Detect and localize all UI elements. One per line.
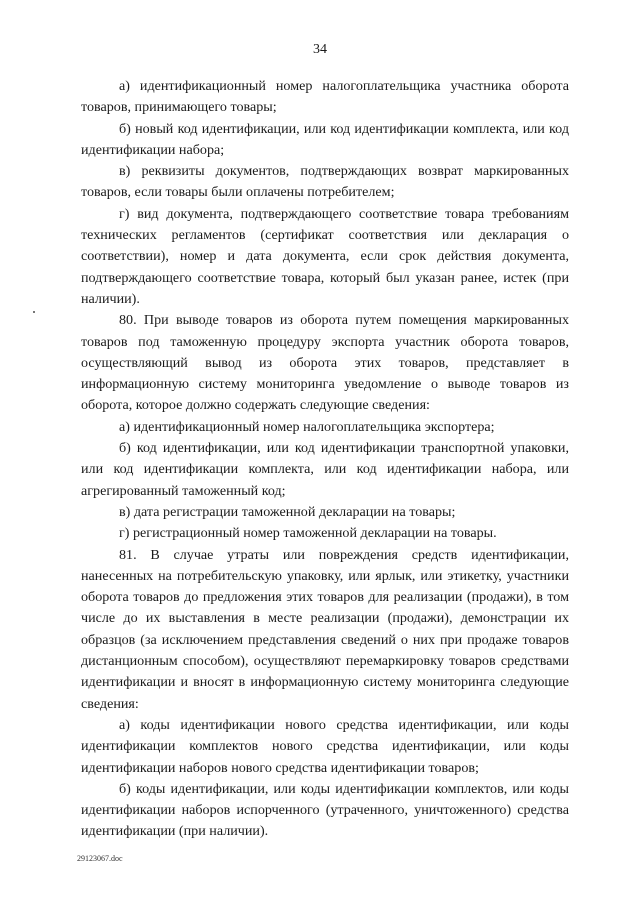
paragraph: а) идентификационный номер налогоплательщика экспортера; bbox=[119, 418, 495, 435]
paragraph: в) реквизиты документов, подтверждающих возврат маркированных товаров, если товары были оплачены потребителем; bbox=[81, 163, 569, 201]
paragraph: г) вид документа, подтверждающего соответствие товара требованиям технических регламентов (сертификат соответствия или декларация о соответствии), номер и дата документа, если срок действия документа, подтверждающего соответствие товара, который был указан ранее, истек (при наличии). bbox=[81, 205, 569, 307]
paragraph: 81. В случае утраты или повреждения средств идентификации, нанесенных на потребительскую упаковку, или ярлык, или этикетку, участники оборота товаров до предложения этих товаров для реализации (продажи), в том числе до их выставления в месте реализации (продажи), демонстрации их образцов (за исключением представления сведений о них при продаже товаров дистанционным способом), осуществляют перемаркировку товаров средствами идентификации и вносят в информационную систему мониторинга следующие сведения: bbox=[81, 546, 569, 712]
document-file-code: 29123067.doc bbox=[77, 854, 123, 863]
paragraph: а) идентификационный номер налогоплательщика участника оборота товаров, принимающего товары; bbox=[81, 78, 569, 116]
document-body bbox=[81, 76, 569, 843]
paragraph: г) регистрационный номер таможенной декларации на товары. bbox=[119, 525, 497, 542]
paragraph: б) новый код идентификации, или код идентификации комплекта, или код идентификации набора; bbox=[81, 120, 569, 158]
paragraph: в) дата регистрации таможенной декларации на товары; bbox=[119, 503, 456, 520]
paragraph: а) коды идентификации нового средства идентификации, или коды идентификации комплектов нового средства идентификации, или коды идентификации наборов нового средства идентификации товаров; bbox=[81, 716, 569, 776]
paragraph: б) код идентификации, или код идентификации транспортной упаковки, или код идентификации комплекта, или код идентификации набора, или агрегированный таможенный код; bbox=[81, 440, 569, 499]
margin-mark bbox=[33, 311, 35, 313]
page-number: 34 bbox=[313, 42, 327, 57]
paragraph: б) коды идентификации, или коды идентификации комплектов, или коды идентификации наборов испорченного (утраченного, уничтоженного) средства идентификации (при наличии). bbox=[81, 780, 569, 840]
paragraph: 80. При выводе товаров из оборота путем помещения маркированных товаров под таможенную процедуру экспорта участник оборота товаров, осуществляющий вывод из оборота этих товаров, представляет в информационную систему мониторинга уведомление о выводе товаров из оборота, которое должно содержать следующие сведения: bbox=[81, 312, 569, 414]
